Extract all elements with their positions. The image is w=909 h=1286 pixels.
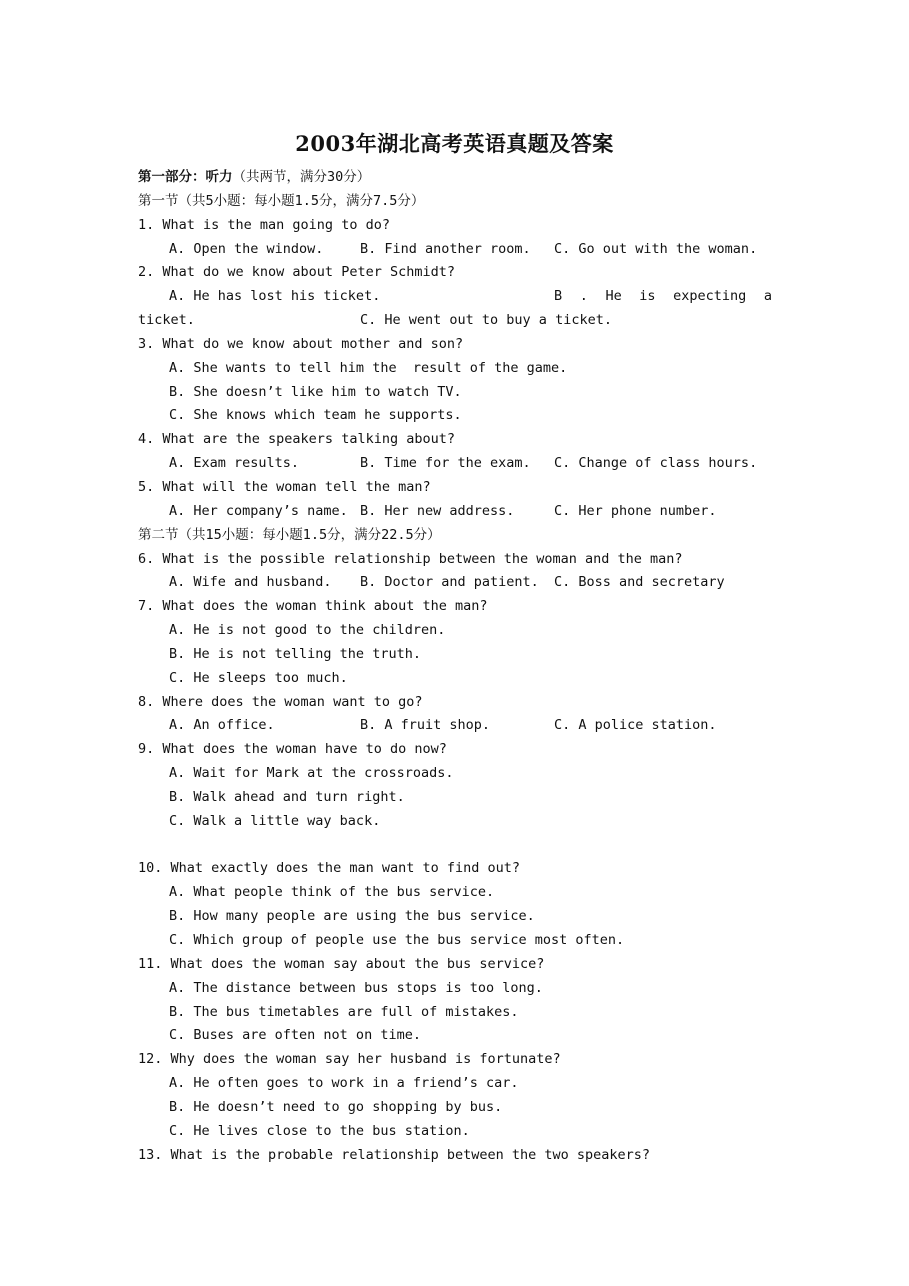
option-a: A. Exam results. xyxy=(169,455,300,472)
option-b: B. He doesn’t need to go shopping by bus. xyxy=(169,1098,503,1115)
option-b-word: . xyxy=(579,288,588,305)
option-c: C. Buses are often not on time. xyxy=(169,1027,421,1044)
section1-heading: 第一节（共5小题：每小题1.5分，满分7.5分） xyxy=(138,192,425,209)
option-a: A. Wife and husband. xyxy=(169,574,332,591)
option-a: A. Her company’s name. xyxy=(169,502,348,519)
option-c: C. Boss and secretary xyxy=(554,574,725,591)
option-c: C. He lives close to the bus station. xyxy=(169,1122,470,1139)
option-a: A. He is not good to the children. xyxy=(169,622,446,639)
option-c: C. Walk a little way back. xyxy=(169,812,381,829)
option-b-justified xyxy=(554,285,772,309)
option-a: A. He often goes to work in a friend’s car. xyxy=(169,1075,519,1092)
question-stem: 3. What do we know about mother and son? xyxy=(138,335,464,352)
option-b: B. He is not telling the truth. xyxy=(169,645,421,662)
option-a: A. He has lost his ticket. xyxy=(169,288,381,305)
option-b-continued: ticket. xyxy=(138,312,195,329)
option-b-word: B xyxy=(554,288,563,305)
option-b: B. She doesn’t like him to watch TV. xyxy=(169,383,462,400)
option-b: B. Time for the exam. xyxy=(360,455,531,472)
option-c: C. Change of class hours. xyxy=(554,455,758,472)
option-b: B. A fruit shop. xyxy=(360,717,491,734)
question-stem: 12. Why does the woman say her husband is fortunate? xyxy=(138,1051,561,1068)
option-c: C. She knows which team he supports. xyxy=(169,407,462,424)
option-a: A. Open the window. xyxy=(169,240,324,257)
section2-heading: 第二节（共15小题：每小题1.5分，满分22.5分） xyxy=(138,526,441,543)
option-row xyxy=(138,452,778,476)
question-stem: 2. What do we know about Peter Schmidt? xyxy=(138,264,455,281)
option-b: B. How many people are using the bus service. xyxy=(169,908,535,925)
part1-heading: 第一部分：听力 xyxy=(138,169,233,185)
option-c: C. Which group of people use the bus service most often. xyxy=(169,932,625,948)
option-b-word: is xyxy=(639,288,656,305)
option-c: C. He sleeps too much. xyxy=(169,669,348,686)
question-stem: 7. What does the woman think about the man? xyxy=(138,598,488,615)
option-b: B. The bus timetables are full of mistakes. xyxy=(169,1003,519,1020)
option-c: C. Her phone number. xyxy=(554,502,717,519)
part1-heading-line xyxy=(138,166,778,190)
option-b: B. Doctor and patient. xyxy=(360,574,539,591)
question-stem: 4. What are the speakers talking about? xyxy=(138,431,455,448)
option-c: C. He went out to buy a ticket. xyxy=(360,312,612,329)
option-row xyxy=(138,714,778,738)
question-stem: 11. What does the woman say about the bus service? xyxy=(138,955,545,972)
document-body xyxy=(138,166,778,1167)
option-row xyxy=(138,571,778,595)
option-b-word: He xyxy=(605,288,622,305)
option-c: C. Go out with the woman. xyxy=(554,240,758,257)
question-stem: 1. What is the man going to do? xyxy=(138,216,390,233)
option-row xyxy=(138,500,778,524)
option-b: B. Her new address. xyxy=(360,502,515,519)
option-a: A. She wants to tell him the result of the game. xyxy=(169,359,568,376)
option-b-word: a xyxy=(763,288,772,305)
option-a: A. An office. xyxy=(169,717,275,734)
option-c: C. A police station. xyxy=(554,717,717,734)
option-row xyxy=(138,309,778,333)
question-stem: 5. What will the woman tell the man? xyxy=(138,478,431,495)
part1-heading-note: （共两节，满分30分） xyxy=(232,169,371,185)
question-stem: 13. What is the probable relationship between the two speakers? xyxy=(138,1146,651,1163)
document-title: 2003年湖北高考英语真题及答案 xyxy=(295,131,614,156)
option-row xyxy=(138,238,778,262)
option-row xyxy=(138,285,778,309)
question-stem: 10. What exactly does the man want to find out? xyxy=(138,860,521,877)
question-stem: 9. What does the woman have to do now? xyxy=(138,741,447,758)
blank-line xyxy=(138,834,778,858)
option-a: A. Wait for Mark at the crossroads. xyxy=(169,765,454,782)
option-b: B. Find another room. xyxy=(360,240,531,257)
option-a: A. The distance between bus stops is too long. xyxy=(169,979,543,996)
option-b: B. Walk ahead and turn right. xyxy=(169,788,405,805)
option-a: A. What people think of the bus service. xyxy=(169,884,495,901)
question-stem: 6. What is the possible relationship between the woman and the man? xyxy=(138,550,683,567)
option-b-word: expecting xyxy=(673,288,747,305)
question-stem: 8. Where does the woman want to go? xyxy=(138,693,423,710)
